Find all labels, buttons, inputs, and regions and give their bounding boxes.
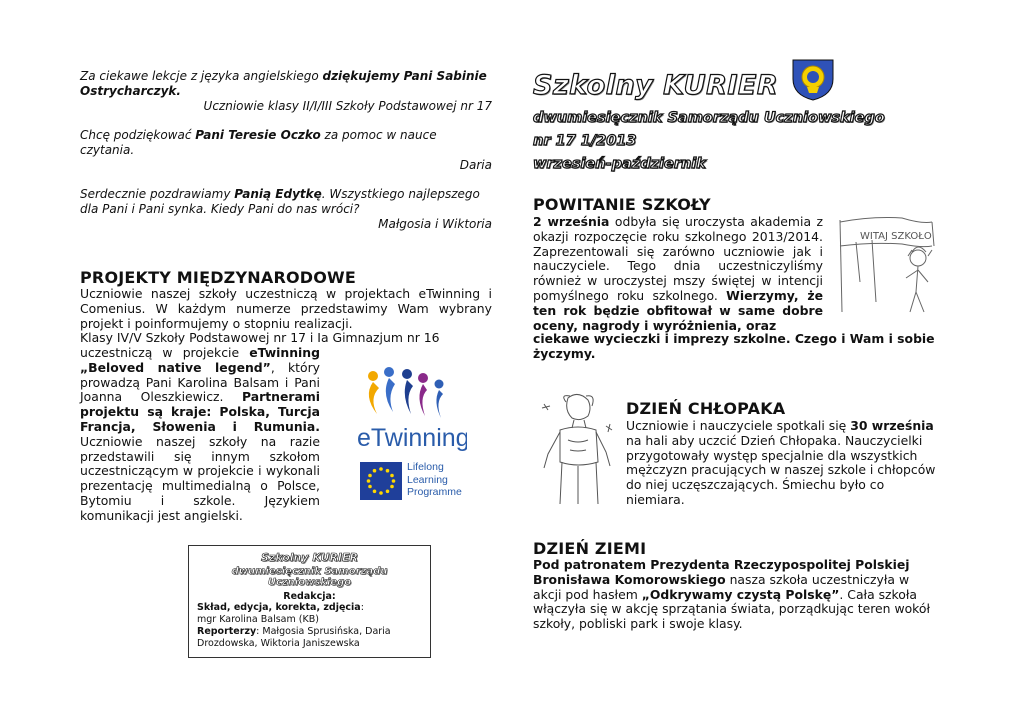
greetings-edytka: [80, 187, 492, 232]
editorial-colon: :: [360, 602, 364, 613]
thanks-text: Za ciekawe lekcje z języka angielskiego: [80, 69, 323, 83]
boys-day-heading: DZIEŃ CHŁOPAKA: [626, 399, 786, 418]
masthead-issue: nr 17 1/2013: [533, 133, 637, 149]
editorial-subtitle: dwumiesięcznik Samorządu Uczniowskiego: [231, 566, 388, 588]
boy-drawing: [540, 392, 615, 510]
earth-day-body: . Cała szkoła włączyła się w akcję sprzątania świata, porządkując teren wokół szkoły, pobliski park i swoje klasy.: [533, 586, 931, 632]
editorial-title: Szkolny KURIER: [260, 551, 359, 564]
welcome-heading: POWITANIE SZKOŁY: [533, 195, 711, 214]
editorial-reporters: : Małgosia Sprusińska, Daria Drozdowska, Wiktoria Janiszewska: [197, 626, 391, 649]
earth-day-heading: DZIEŃ ZIEMI: [533, 539, 647, 558]
editorial-credits: [189, 602, 430, 650]
thanks-text: Serdecznie pozdrawiamy: [80, 187, 235, 201]
boy-sketch-icon: [540, 392, 615, 510]
boys-day-text: [626, 419, 944, 508]
banner-text: WITAJ SZKOŁO: [860, 231, 932, 242]
earth-day-body: nasza szkoła uczestniczyła w akcji pod hasłem: [533, 571, 910, 602]
etwinning-logo: [355, 362, 467, 452]
projects-text: Uczniowie naszej szkoły na razie przedstawili się innym szkołom uczestniczącym w projekcie i wykonali prezentację multimedialną o Polsce, Bytomiu i szkole. Językiem komunikacji jest angielski.: [80, 433, 320, 523]
earth-day-text: [533, 558, 937, 632]
boys-day-date: 30 września: [850, 418, 934, 433]
boys-day-body: na hali aby uczcić Dzień Chłopaka. Nauczycielki przygotowały występ specjalnie dla wszystkich mężczyzn pracujących w naszej szkole i chłopców do niej uczęszczających. Śmiechu było co niemiara.: [626, 432, 936, 507]
boys-day-body: Uczniowie i nauczyciele spotkali się: [626, 418, 851, 433]
projects-text: , który prowadzą Pani Karolina Balsam i Pani Joanna Oleszkiewicz.: [80, 359, 320, 405]
welcome-wishes-narrow: Wierzymy, że ten rok będzie obfitował w same dobre oceny, nagrody i wyróżnienia, oraz: [533, 287, 823, 333]
thanks-bold: Pani Teresie Oczko: [195, 128, 321, 142]
editorial-box: [188, 545, 431, 658]
welcome-date: 2 września: [533, 214, 610, 229]
thanks-reading-teacher: [80, 128, 492, 173]
projects-paragraph: Klasy IV/V Szkoły Podstawowej nr 17 i Ia Gimnazjum nr 16: [80, 330, 440, 346]
welcome-drawing: [832, 212, 944, 322]
llp-logo-text: Lifelong Learning Programme: [407, 461, 462, 498]
eu-flag-icon: [360, 462, 402, 500]
etwinning-logo-text: eTwinning: [357, 424, 467, 452]
thanks-bold: Panią Edytkę: [234, 187, 322, 201]
welcome-wishes: [533, 332, 943, 362]
thanks-signature: Daria: [459, 158, 492, 172]
earth-day-patronage: Pod patronatem Prezydenta Rzeczypospolitej Polskiej Bronisława Komorowskiego: [533, 557, 910, 587]
welcome-sketch-icon: [832, 212, 944, 322]
masthead-subtitle: dwumiesięcznik Samorządu Uczniowskiego: [533, 110, 885, 126]
welcome-text: [533, 215, 823, 333]
projects-heading: PROJEKTY MIĘDZYNARODOWE: [80, 268, 357, 287]
projects-text: uczestniczą w projekcie: [80, 345, 250, 360]
editorial-redakcja: Redakcja:: [283, 591, 336, 602]
thanks-text: za pomoc w nauce czytania.: [80, 128, 437, 157]
masthead-title: Szkolny KURIER: [533, 70, 779, 101]
thanks-text: . Wszystkiego najlepszego dla Pani i Pani synka. Kiedy Pani do nas wróci?: [80, 187, 480, 216]
school-crest-icon: [789, 57, 837, 101]
thanks-bold: dziękujemy Pani Sabinie Ostrycharczyk.: [80, 69, 487, 98]
projects-intro: [80, 287, 492, 346]
project-partners: Partnerami projektu są kraje: Polska, Turcja Francja, Słowenia i Rumunia.: [80, 389, 320, 434]
earth-day-slogan: „Odkrywamy czystą Polskę”: [641, 586, 840, 602]
projects-paragraph: Uczniowie naszej szkoły uczestniczą w projektach eTwinning i Comenius. W każdym numerze przedstawimy Wam wybrany projekt i poinformujemy o stopniu realizacji.: [80, 286, 492, 331]
lifelong-learning-logo: [360, 459, 470, 505]
projects-etwinning-text: [80, 346, 320, 524]
masthead-months: wrzesień-październik: [533, 156, 706, 172]
editorial-role: Reporterzy: [197, 626, 257, 637]
editorial-role: Skład, edycja, korekta, zdjęcia: [197, 602, 361, 613]
editorial-editor: mgr Karolina Balsam (KB): [197, 614, 319, 625]
welcome-body: odbyła się uroczysta akademia z okazji rozpoczęcie roku szkolnego 2013/2014. Zaprezentowali się zarówno uczniowie jak i nauczyciele. Tego dnia uczestniczyliśmy również w uroczystej mszy świętej w intencji pomyślnego roku szkolnego.: [533, 214, 823, 303]
project-name: eTwinning „Beloved native legend”: [80, 345, 320, 375]
etwinning-figures-icon: [355, 362, 467, 452]
thanks-signature: Uczniowie klasy II/I/III Szkoły Podstawowej nr 17: [203, 99, 492, 113]
thanks-english-teacher: [80, 69, 492, 114]
thanks-text: Chcę podziękować: [80, 128, 196, 142]
welcome-wishes-wide: ciekawe wycieczki i imprezy szkolne. Czego i Wam i sobie życzymy.: [533, 331, 935, 361]
thanks-signature: Małgosia i Wiktoria: [378, 217, 492, 231]
